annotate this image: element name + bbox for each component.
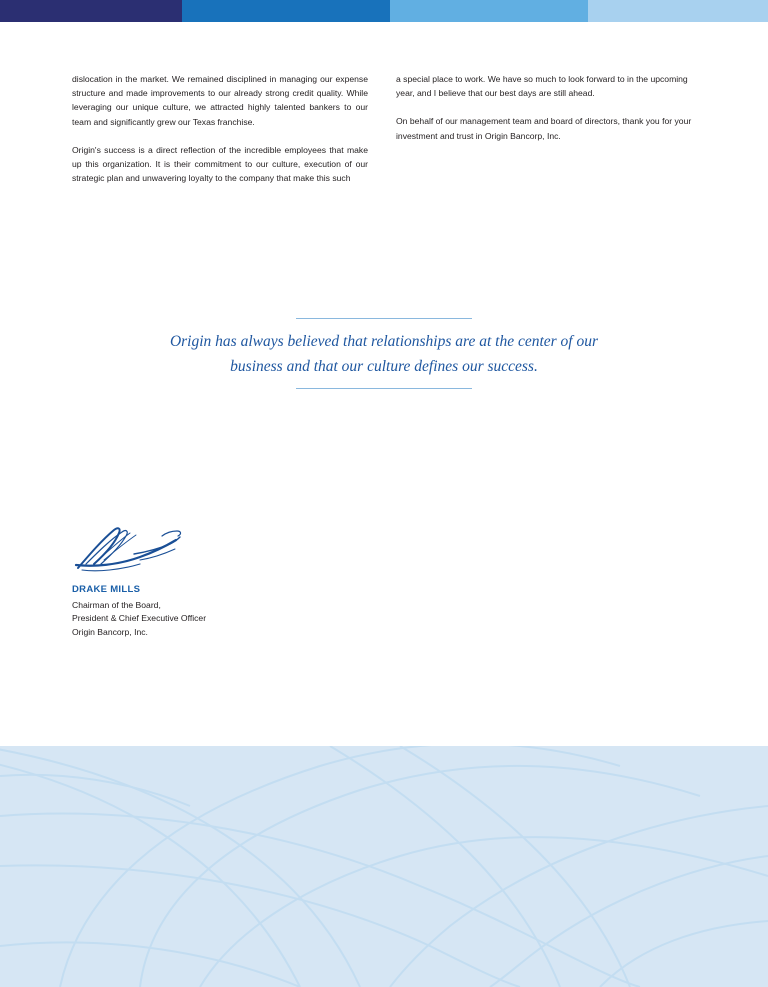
color-band-light-blue [588, 0, 768, 22]
color-band-navy [0, 0, 182, 22]
signer-title-line: President & Chief Executive Officer [72, 613, 207, 624]
signer-name: DRAKE MILLS [72, 584, 141, 595]
signer-title-line: Chairman of the Board, [72, 600, 161, 610]
paragraph: On behalf of our management team and board of directors, thank you for your investment and trust in Origin Bancorp, Inc. [396, 116, 692, 141]
letter-column-right [396, 72, 692, 199]
letter-body [72, 72, 692, 199]
quote-rule-bottom [296, 388, 472, 389]
pull-quote [0, 318, 768, 389]
letter-column-left [72, 72, 368, 199]
pull-quote-text: Origin has always believed that relationships are at the center of our business and that our culture defines our success. [169, 333, 599, 375]
arc-pattern-graphic [0, 746, 768, 987]
quote-rule-top [296, 318, 472, 319]
paragraph: Origin's success is a direct reflection of the incredible employees that make up this organization. It is their commitment to our culture, execution of our strategic plan and unwavering loyalty to the company that make this such [72, 144, 368, 184]
color-band-blue [182, 0, 390, 22]
color-band-mid-blue [390, 0, 588, 22]
signer-title-line: Origin Bancorp, Inc. [72, 626, 148, 637]
signature-block [72, 524, 452, 639]
handwritten-signature-icon [74, 524, 184, 574]
paragraph: dislocation in the market. We remained disciplined in managing our expense structure and made improvements to our already strong credit quality. While leveraging our unique culture, we attracted highly talented bankers to our team and significantly grew our Texas franchise. [72, 74, 368, 127]
signer-titles [72, 599, 452, 639]
top-color-bar [0, 0, 768, 22]
bottom-decorative-panel [0, 746, 768, 987]
paragraph: a special place to work. We have so much to look forward to in the upcoming year, and I believe that our best days are still ahead. [396, 74, 688, 99]
